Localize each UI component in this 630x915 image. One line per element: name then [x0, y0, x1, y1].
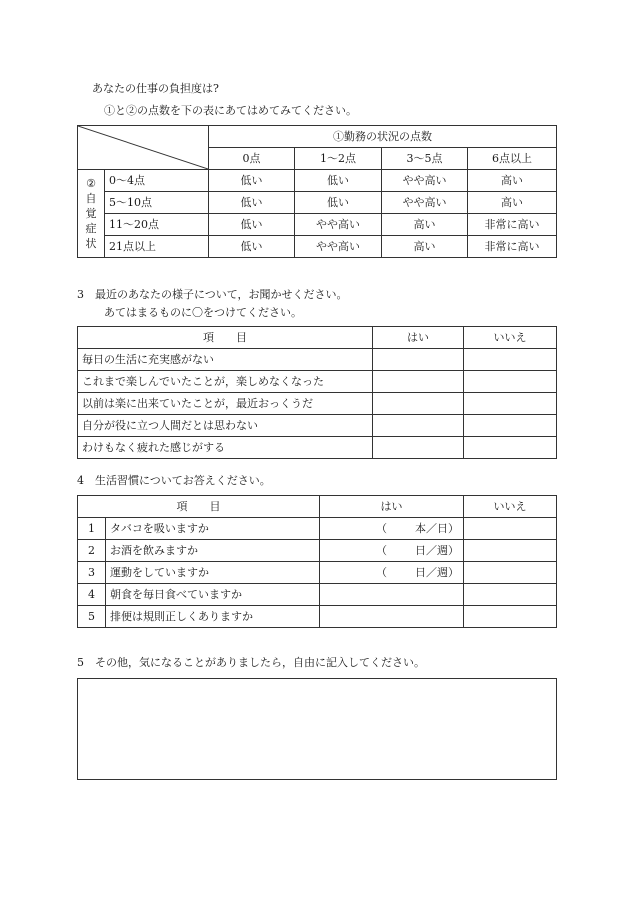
section4-heading: 4 生活習慣についてお答えください。	[77, 474, 271, 487]
burden-cell: 低い	[209, 236, 295, 258]
burden-cell: やや高い	[295, 214, 382, 236]
paren-open: （	[376, 521, 387, 535]
symptom-label-char: 症	[85, 222, 97, 235]
yes-answer-cell[interactable]	[373, 349, 464, 371]
no-answer-cell[interactable]	[464, 562, 557, 584]
burden-cell: 高い	[382, 236, 468, 258]
no-answer-cell[interactable]	[464, 437, 557, 459]
yes-answer-cell[interactable]	[320, 540, 464, 562]
burden-heading: あなたの仕事の負担度は?	[92, 82, 219, 95]
burden-cell: 低い	[209, 192, 295, 214]
yes-answer-cell[interactable]	[373, 371, 464, 393]
work-col-header: 6点以上	[468, 148, 557, 170]
item-number: 5	[78, 606, 106, 628]
burden-cell: 低い	[295, 170, 382, 192]
symptom-label-char: 状	[85, 237, 97, 250]
yes-answer-cell[interactable]	[373, 415, 464, 437]
no-answer-cell[interactable]	[464, 415, 557, 437]
no-answer-cell[interactable]	[464, 518, 557, 540]
section3-item: これまで楽しんでいたことが，楽しめなくなった	[78, 371, 373, 393]
symptom-row-label: 5〜10点	[105, 192, 209, 214]
work-col-header: 0点	[209, 148, 295, 170]
burden-table	[77, 125, 557, 258]
burden-cell: 非常に高い	[468, 214, 557, 236]
yes-answer-cell[interactable]	[320, 562, 464, 584]
paren-open: （	[376, 543, 387, 557]
section4-item: 朝食を毎日食べていますか	[106, 584, 320, 606]
burden-cell: 高い	[468, 192, 557, 214]
section3-table	[77, 326, 557, 459]
work-col-header: 3〜5点	[382, 148, 468, 170]
section3-item: 自分が役に立つ人間だとは思わない	[78, 415, 373, 437]
unit-label: 日／週	[415, 565, 448, 579]
item-number: 1	[78, 518, 106, 540]
burden-cell: 低い	[295, 192, 382, 214]
yes-answer-cell[interactable]	[373, 393, 464, 415]
yes-answer-cell[interactable]	[320, 606, 464, 628]
burden-instruction: ①と②の点数を下の表にあてはめてみてください。	[104, 104, 357, 117]
free-comment-box[interactable]	[77, 678, 557, 780]
no-answer-cell[interactable]	[464, 393, 557, 415]
yes-answer-cell[interactable]	[373, 437, 464, 459]
item-number: 2	[78, 540, 106, 562]
burden-cell: 高い	[382, 214, 468, 236]
section3-col-no: いいえ	[464, 327, 557, 349]
yes-answer-cell[interactable]	[320, 518, 464, 540]
symptom-row-label: 11〜20点	[105, 214, 209, 236]
item-number: 3	[78, 562, 106, 584]
section3-item: 以前は楽に出来ていたことが，最近おっくうだ	[78, 393, 373, 415]
section3-item: 毎日の生活に充実感がない	[78, 349, 373, 371]
symptom-label-char: 覚	[85, 207, 97, 220]
section4-item: 排便は規則正しくありますか	[106, 606, 320, 628]
work-status-header: ①勤務の状況の点数	[209, 126, 557, 148]
item-number: 4	[78, 584, 106, 606]
paren-open: （	[376, 565, 387, 579]
paren-close: ）	[448, 543, 459, 557]
section4-item: タバコを吸いますか	[106, 518, 320, 540]
no-answer-cell[interactable]	[464, 584, 557, 606]
burden-cell: やや高い	[382, 192, 468, 214]
burden-cell: 非常に高い	[468, 236, 557, 258]
section3-col-yes: はい	[373, 327, 464, 349]
section5-heading: 5 その他，気になることがありましたら，自由に記入してください。	[77, 656, 425, 669]
unit-label: 日／週	[415, 543, 448, 557]
no-answer-cell[interactable]	[464, 540, 557, 562]
burden-cell: やや高い	[295, 236, 382, 258]
section4-item: 運動をしていますか	[106, 562, 320, 584]
burden-cell: やや高い	[382, 170, 468, 192]
burden-cell: 高い	[468, 170, 557, 192]
symptom-label-char: 自	[85, 192, 97, 205]
section3-item: わけもなく疲れた感じがする	[78, 437, 373, 459]
symptom-row-label: 21点以上	[105, 236, 209, 258]
symptom-mark: ②	[86, 177, 96, 190]
yes-answer-cell[interactable]	[320, 584, 464, 606]
paren-close: ）	[448, 565, 459, 579]
section3-heading: 3 最近のあなたの様子について，お聞かせください。	[77, 288, 348, 301]
paren-close: ）	[448, 521, 459, 535]
work-col-header: 1〜2点	[295, 148, 382, 170]
burden-cell: 低い	[209, 170, 295, 192]
section3-col-item: 項 目	[78, 327, 373, 349]
no-answer-cell[interactable]	[464, 371, 557, 393]
burden-cell: 低い	[209, 214, 295, 236]
burden-corner-cell	[78, 126, 209, 170]
no-answer-cell[interactable]	[464, 349, 557, 371]
diagonal-line	[78, 126, 208, 169]
symptom-row-label: 0〜4点	[105, 170, 209, 192]
section4-col-item: 項 目	[78, 496, 320, 518]
section3-instruction: あてはまるものに〇をつけてください。	[104, 306, 302, 319]
unit-label: 本／日	[415, 521, 448, 535]
section4-col-yes: はい	[320, 496, 464, 518]
section4-item: お酒を飲みますか	[106, 540, 320, 562]
symptom-label-cell	[78, 170, 105, 258]
section4-col-no: いいえ	[464, 496, 557, 518]
no-answer-cell[interactable]	[464, 606, 557, 628]
section4-table	[77, 495, 557, 628]
